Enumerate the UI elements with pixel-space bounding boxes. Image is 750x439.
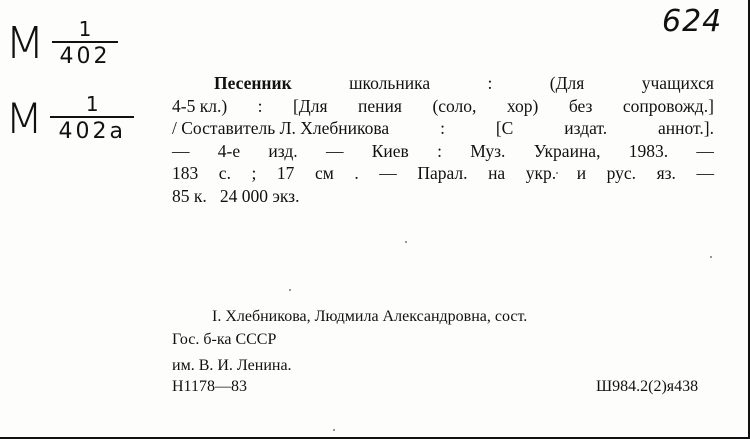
word: [С xyxy=(495,118,514,138)
speck xyxy=(289,289,291,291)
word: школьника xyxy=(349,73,431,93)
fraction-bar xyxy=(52,41,118,43)
tracing-entry: I. Хлебникова, Людмила Александровна, сост. xyxy=(212,308,528,325)
word: на xyxy=(488,163,506,183)
word: и xyxy=(576,163,587,183)
speck xyxy=(405,241,407,243)
word: : xyxy=(487,73,493,93)
word: : xyxy=(440,118,445,138)
speck xyxy=(556,172,558,174)
word: ; xyxy=(251,163,257,183)
library-name: Гос. б-ка СССР xyxy=(172,331,277,348)
word: — xyxy=(696,140,714,161)
word: 4-е xyxy=(217,140,241,161)
word: Украина, xyxy=(533,140,601,161)
shelf-mark-2 xyxy=(6,93,134,144)
word: 183 xyxy=(172,163,199,183)
word: Парал. xyxy=(417,163,468,183)
shelf-mark-numerator: 1 xyxy=(78,17,92,41)
bibliographic-description xyxy=(172,72,714,207)
shelf-mark-denominator: 402 xyxy=(59,44,111,69)
shelf-mark-1 xyxy=(6,18,118,69)
classification-code: Ш984.2(2)я438 xyxy=(596,378,699,395)
shelf-mark-letter: М xyxy=(5,17,45,69)
word: хор) xyxy=(506,95,539,116)
title-heading: Песенник xyxy=(214,73,292,93)
description-line-3 xyxy=(172,117,714,140)
word: без xyxy=(568,95,593,116)
word: 4-5 кл.) xyxy=(172,95,228,116)
shelf-mark-numerator: 1 xyxy=(85,92,99,116)
description-line-6 xyxy=(172,185,714,208)
word: — xyxy=(696,163,714,183)
speck xyxy=(333,429,335,431)
speck xyxy=(710,256,712,258)
shelf-mark-denominator: 402а xyxy=(58,119,126,144)
word: Муз. xyxy=(470,140,506,161)
word: : xyxy=(257,95,263,116)
word: — xyxy=(325,140,344,161)
description-line-4 xyxy=(172,140,714,163)
word: яз. xyxy=(656,163,676,183)
shelf-mark-fraction xyxy=(52,18,118,69)
word: : xyxy=(437,140,442,161)
card-id: Н1178—83 xyxy=(172,378,247,395)
word: — xyxy=(172,140,190,161)
word: пения xyxy=(358,95,402,116)
shelf-mark-letter: М xyxy=(5,93,44,143)
word: сопровожд.] xyxy=(622,95,714,116)
price-and-print-run: 85 к. 24 000 экз. xyxy=(172,185,300,206)
shelf-mark-fraction xyxy=(50,93,134,144)
description-line-2 xyxy=(172,95,714,118)
word: (Для xyxy=(549,73,585,93)
word: учащихся xyxy=(641,73,714,93)
card-number: 624 xyxy=(662,4,723,39)
word: — xyxy=(379,163,397,183)
word: укр. xyxy=(525,163,557,183)
word: с. xyxy=(218,163,231,183)
description-line-1 xyxy=(172,72,714,95)
word: 1983. xyxy=(628,140,669,161)
word: аннот.]. xyxy=(658,118,714,138)
word: [Для xyxy=(292,95,328,116)
word: рус. xyxy=(606,163,637,183)
description-line-5 xyxy=(172,162,714,185)
word: . xyxy=(354,163,359,183)
fraction-bar xyxy=(50,116,134,118)
word: 17 xyxy=(276,163,295,183)
word: Киев xyxy=(371,140,409,161)
word: издат. xyxy=(564,118,608,138)
word: (соло, xyxy=(432,95,477,116)
word: / Составитель Л. Хлебникова xyxy=(172,118,390,138)
word: см xyxy=(314,163,334,183)
word: изд. xyxy=(268,140,298,161)
library-named-after: им. В. И. Ленина. xyxy=(172,357,292,374)
